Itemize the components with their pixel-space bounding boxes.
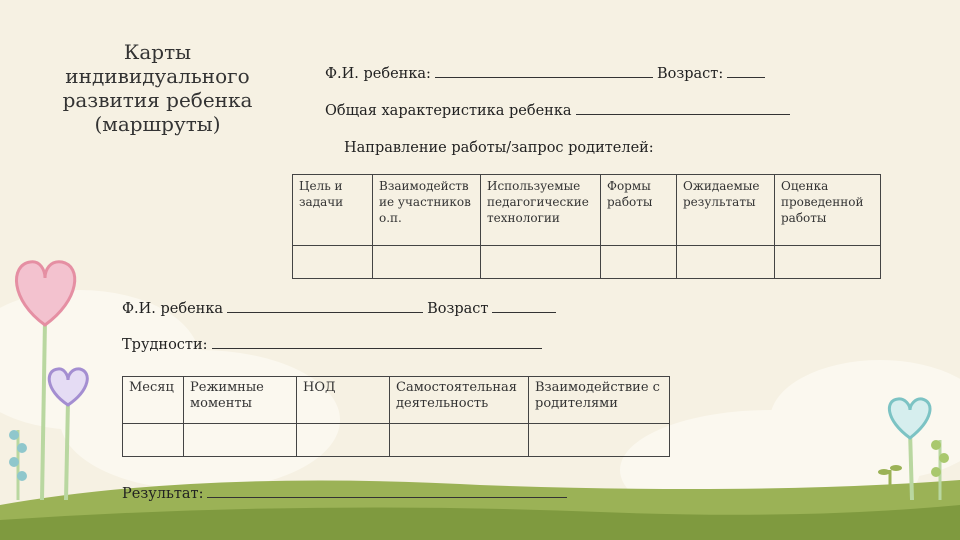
table-header: Цель и задачи (293, 175, 373, 246)
table-row (123, 377, 670, 424)
plan-table (292, 174, 881, 279)
characteristic-line: Общая характеристика ребенка (325, 103, 794, 119)
table-header: Ожидаемые результаты (677, 175, 775, 246)
difficulties-blank[interactable] (212, 347, 542, 349)
table-cell[interactable] (677, 246, 775, 279)
table-cell[interactable] (293, 246, 373, 279)
table-header: Используемые педагогические технологии (481, 175, 601, 246)
child-name-line: Ф.И. ребенка: Возраст: (325, 66, 769, 82)
characteristic-blank[interactable] (576, 113, 790, 115)
table-header: Формы работы (601, 175, 677, 246)
table-row (123, 424, 670, 457)
monthly-table (122, 376, 670, 457)
child-name-line-2: Ф.И. ребенка Возраст (122, 301, 560, 317)
direction-line: Направление работы/запрос родителей: (344, 140, 654, 156)
table-header: Самостоятельная деятельность (390, 377, 529, 424)
result-line: Результат: (122, 486, 571, 502)
table-row (293, 175, 881, 246)
result-blank[interactable] (207, 496, 567, 498)
table-cell[interactable] (390, 424, 529, 457)
table-cell[interactable] (297, 424, 390, 457)
name-blank[interactable] (227, 311, 423, 313)
table-cell[interactable] (481, 246, 601, 279)
age-blank[interactable] (727, 76, 765, 78)
table-header: Взаимодействие с родителями (529, 377, 670, 424)
table-header: Режимные моменты (184, 377, 297, 424)
table-header: Оценка проведенной работы (775, 175, 881, 246)
difficulties-line: Трудности: (122, 337, 546, 353)
table-header: Взаимодейств ие участников о.п. (373, 175, 481, 246)
table-header: Месяц (123, 377, 184, 424)
table-cell[interactable] (373, 246, 481, 279)
table-cell[interactable] (184, 424, 297, 457)
table-cell[interactable] (123, 424, 184, 457)
name-blank[interactable] (435, 76, 653, 78)
table-cell[interactable] (775, 246, 881, 279)
table-row (293, 246, 881, 279)
age-blank[interactable] (492, 311, 556, 313)
table-header: НОД (297, 377, 390, 424)
page-title: Карты индивидуального развития ребенка (маршруты) (62, 40, 253, 136)
table-cell[interactable] (529, 424, 670, 457)
table-cell[interactable] (601, 246, 677, 279)
